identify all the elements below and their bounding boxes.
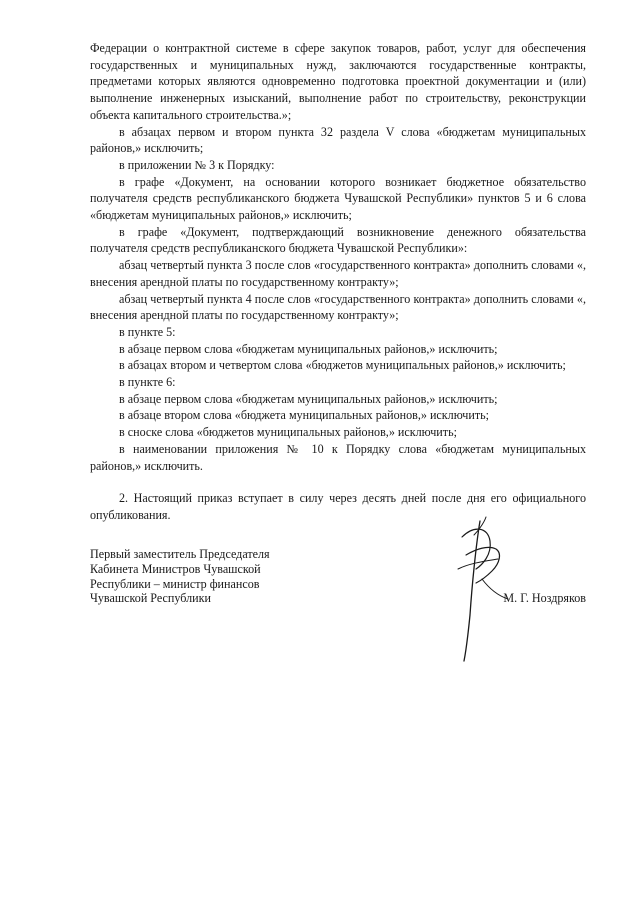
paragraph: абзац четвертый пункта 3 после слов «государственного контракта» дополнить словами «, внесения арендной платы по государственному контракту»; <box>90 258 586 289</box>
document-body <box>90 40 586 524</box>
paragraph: в пункте 6: <box>119 375 176 390</box>
paragraph: в абзацах втором и четвертом слова «бюджетов муниципальных районов,» исключить; <box>119 358 566 373</box>
paragraph: в абзаце первом слова «бюджетам муниципальных районов,» исключить; <box>119 341 498 356</box>
signatory-title-line: Кабинета Министров Чувашской <box>90 561 261 576</box>
paragraph: в абзаце первом слова «бюджетам муниципальных районов,» исключить; <box>119 391 498 406</box>
signatory-title-line: Первый заместитель Председателя <box>90 547 270 561</box>
paragraph: в наименовании приложения № 10 к Порядку слова «бюджетам муниципальных районов,» исключить. <box>90 441 586 473</box>
paragraph: Федерации о контрактной системе в сфере закупок товаров, работ, услуг для обеспечения государственных и муниципальных нужд, заключаются государственные контракты, предметами которых являются одновременно подготовка проектной документации и (или) выполнение инженерных изысканий, выполнение работ по строительству, реконструкции объекта капитального строительства.»; <box>90 41 586 122</box>
paragraph-effective-date: 2. Настоящий приказ вступает в силу через десять дней после дня его официального опубликования. <box>90 491 586 522</box>
paragraph-gap <box>90 474 586 490</box>
paragraph: в абзаце втором слова «бюджета муниципальных районов,» исключить; <box>119 408 489 423</box>
paragraph: в сноске слова «бюджетов муниципальных районов,» исключить; <box>119 425 457 440</box>
paragraph: в графе «Документ, подтверждающий возникновение денежного обязательства получателя средств республиканского бюджета Чувашской Республики»: <box>90 224 586 256</box>
signatory-title-line: Республики – министр финансов <box>90 576 260 591</box>
paragraph: в пункте 5: <box>119 324 176 339</box>
signatory-title-line: Чувашской Республики <box>90 591 211 606</box>
paragraph: в абзацах первом и втором пункта 32 раздела V слова «бюджетам муниципальных районов,» исключить; <box>90 124 586 156</box>
signatory-name: М. Г. Ноздряков <box>503 591 586 605</box>
handwritten-signature <box>436 515 516 665</box>
paragraph: абзац четвертый пункта 4 после слов «государственного контракта» дополнить словами «, внесения арендной платы по государственному контракту»; <box>90 291 586 323</box>
paragraph: в приложении № 3 к Порядку: <box>119 157 275 172</box>
paragraph: в графе «Документ, на основании которого возникает бюджетное обязательство получателя средств республиканского бюджета Чувашской Республики» пунктов 5 и 6 слова «бюджетам муниципальных районов,» исключить; <box>90 174 586 223</box>
